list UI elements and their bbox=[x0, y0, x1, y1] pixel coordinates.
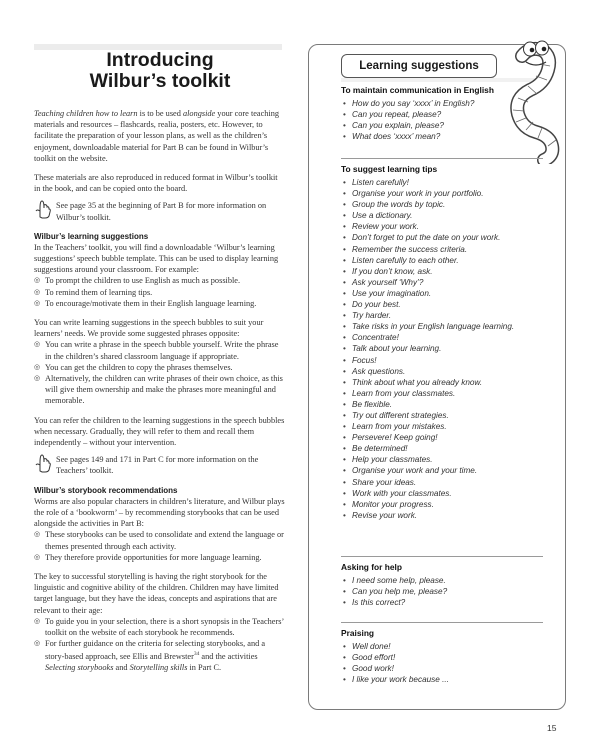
list-item: • Revise your work. bbox=[341, 510, 531, 521]
list-item: • Monitor your progress. bbox=[341, 499, 531, 510]
list-item: • Work with your classmates. bbox=[341, 488, 531, 499]
list-item: • Ask yourself ‘Why’? bbox=[341, 277, 531, 288]
bullet-icon: ◎ bbox=[34, 362, 41, 371]
section-heading: Asking for help bbox=[341, 562, 402, 572]
phrase-list bbox=[341, 177, 531, 521]
footnote-ref: 34 bbox=[193, 651, 200, 658]
list-item-text: and bbox=[113, 663, 130, 673]
title-line-1: Introducing bbox=[106, 49, 214, 71]
section-communication bbox=[341, 85, 531, 142]
list-item: • I like your work because ... bbox=[341, 674, 531, 685]
list-item-text: These storybooks can be used to consolidate and extend the language or themes presented through each activity. bbox=[45, 530, 284, 551]
list-item: • Can you repeat, please? bbox=[341, 109, 531, 120]
list-item: • Be determined! bbox=[341, 443, 531, 454]
list-item: • Good effort! bbox=[341, 652, 531, 663]
bullet-icon: ◎ bbox=[34, 287, 41, 296]
bullet-icon: ◎ bbox=[34, 552, 41, 561]
list-item: • Review your work. bbox=[341, 221, 531, 232]
section-heading: To suggest learning tips bbox=[341, 164, 438, 174]
purpose-list bbox=[34, 275, 286, 309]
writing-options-list bbox=[34, 339, 286, 406]
list-item: • Use a dictionary. bbox=[341, 210, 531, 221]
list-item bbox=[34, 275, 286, 286]
list-item: • Learn from your classmates. bbox=[341, 388, 531, 399]
list-item: • I need some help, please. bbox=[341, 575, 531, 586]
list-item: • Try harder. bbox=[341, 310, 531, 321]
list-item-text: For further guidance on the criteria for selecting storybooks, and a story-based approach, see Ellis and Brewster bbox=[45, 639, 266, 662]
list-item: • What does ‘xxxx’ mean? bbox=[341, 131, 531, 142]
activity-title: Storytelling skills bbox=[129, 663, 188, 673]
list-item: • Use your imagination. bbox=[341, 288, 531, 299]
list-item-text: Alternatively, the children can write phrases of their own choice, as this will give them ownership and make the phrases more meaningful and memorable. bbox=[45, 374, 283, 406]
note-part-c bbox=[34, 454, 286, 476]
bullet-icon: ◎ bbox=[34, 530, 41, 539]
list-item: • Is this correct? bbox=[341, 597, 531, 608]
list-item: • Think about what you already know. bbox=[341, 377, 531, 388]
left-column bbox=[34, 38, 286, 674]
section-heading: To maintain communication in English bbox=[341, 85, 494, 95]
list-item: • Organise your work in your portfolio. bbox=[341, 188, 531, 199]
list-item: • Focus! bbox=[341, 355, 531, 366]
bullet-icon: ◎ bbox=[34, 616, 41, 625]
list-item: • Organise your work and your time. bbox=[341, 465, 531, 476]
list-item: • Listen carefully! bbox=[341, 177, 531, 188]
list-item: • Can you explain, please? bbox=[341, 120, 531, 131]
list-item: • Be flexible. bbox=[341, 399, 531, 410]
activity-title: Selecting storybooks bbox=[45, 663, 114, 673]
bullet-icon: ◎ bbox=[34, 639, 41, 648]
note-part-c-text: See pages 149 and 171 in Part C for more information on the Teachers’ toolkit. bbox=[56, 455, 259, 476]
list-item: • Good work! bbox=[341, 663, 531, 674]
list-item bbox=[34, 638, 286, 673]
section-learning-tips bbox=[341, 164, 531, 521]
subheading-storybook: Wilbur’s storybook recommendations bbox=[34, 485, 178, 495]
list-item bbox=[34, 373, 286, 407]
list-item bbox=[34, 552, 286, 563]
phrase-list bbox=[341, 98, 531, 142]
bullet-icon: ◎ bbox=[34, 340, 41, 349]
list-item-text: They therefore provide opportunities for more language learning. bbox=[45, 552, 262, 562]
list-item bbox=[34, 529, 286, 551]
pointing-hand-icon bbox=[34, 453, 52, 473]
list-item-text: To encourage/motivate them in their English language learning. bbox=[45, 298, 257, 308]
list-item: • Help your classmates. bbox=[341, 454, 531, 465]
list-item-text: and the activities bbox=[199, 652, 258, 662]
subheading-learning-suggestions: Wilbur’s learning suggestions bbox=[34, 231, 149, 241]
page-number: 15 bbox=[547, 723, 557, 733]
storybook-uses-list bbox=[34, 529, 286, 563]
list-item bbox=[34, 287, 286, 298]
list-item bbox=[34, 362, 286, 373]
section-divider bbox=[341, 158, 543, 159]
list-item: • Don’t forget to put the date on your work. bbox=[341, 232, 531, 243]
list-item-text: To prompt the children to use English as much as possible. bbox=[45, 276, 241, 286]
bullet-icon: ◎ bbox=[34, 276, 41, 285]
pointing-hand-icon bbox=[34, 199, 52, 219]
section-praising bbox=[341, 628, 531, 685]
list-item: • Listen carefully to each other. bbox=[341, 255, 531, 266]
list-item: • How do you say ‘xxxx’ in English? bbox=[341, 98, 531, 109]
list-item: • Persevere! Keep going! bbox=[341, 432, 531, 443]
bullet-icon: ◎ bbox=[34, 298, 41, 307]
panel-title: Learning suggestions bbox=[341, 54, 497, 78]
list-item-text: To remind them of learning tips. bbox=[45, 287, 153, 297]
list-item: • If you don’t know, ask. bbox=[341, 266, 531, 277]
intro-mid: is to be used bbox=[137, 109, 183, 118]
list-item: • Take risks in your English language learning. bbox=[341, 321, 531, 332]
list-item: • Can you help me, please? bbox=[341, 586, 531, 597]
list-item: • Well done! bbox=[341, 641, 531, 652]
list-item-text: in Part C. bbox=[187, 663, 222, 673]
storytelling-paragraph: The key to successful storytelling is having the right storybook for the linguistic and cognitive ability of the children. Children may have limited target language, but they have the ideas, concepts and aspirations that are relevant to their age: bbox=[34, 571, 279, 615]
list-item bbox=[34, 616, 286, 638]
list-item: • Learn from your mistakes. bbox=[341, 421, 531, 432]
section-divider bbox=[341, 622, 543, 623]
note-part-b bbox=[34, 200, 286, 222]
list-item: • Share your ideas. bbox=[341, 477, 531, 488]
intro-italic-2: alongside bbox=[182, 109, 216, 118]
note-part-b-text: See page 35 at the beginning of Part B for more information on Wilbur’s toolkit. bbox=[56, 201, 267, 222]
write-suggestions-paragraph: You can write learning suggestions in the speech bubbles to suit your learners’ needs. We provide some suggested phrases opposite: bbox=[34, 318, 264, 339]
intro-paragraph bbox=[34, 108, 286, 164]
list-item: • Talk about your learning. bbox=[341, 343, 531, 354]
phrase-list bbox=[341, 575, 531, 608]
bookworm-paragraph: Worms are also popular characters in children’s literature, and Wilbur plays the role of a ‘bookworm’ – by recommending storybooks that can be used alongside the activities in Part B: bbox=[34, 496, 285, 529]
title-line-2: Wilbur’s toolkit bbox=[89, 70, 231, 92]
toolkit-paragraph: In the Teachers’ toolkit, you will find a downloadable ‘Wilbur’s learning suggestions’ speech bubble template. This can be used to display learning suggestions around your classroom. For example: bbox=[34, 242, 279, 275]
refer-children-paragraph: You can refer the children to the learning suggestions in the speech bubbles when necessary. Gradually, they will refer to them and recall them independently – without your intervention. bbox=[34, 415, 285, 448]
guidance-list bbox=[34, 616, 286, 674]
phrase-list bbox=[341, 641, 531, 685]
reduced-format-paragraph: These materials are also reproduced in reduced format in Wilbur’s toolkit in the book, and can be copied onto the board. bbox=[34, 173, 278, 194]
list-item: • Group the words by topic. bbox=[341, 199, 531, 210]
list-item: • Do your best. bbox=[341, 299, 531, 310]
intro-rest: your core teaching materials and resources – flashcards, realia, posters, etc. However, to facilitate the preparation of your lesson plans, as well as the children’s enjoyment, downloadable material for Part B can be found in Wilbur’s toolkit on the website. bbox=[34, 109, 280, 163]
list-item-text: You can write a phrase in the speech bubble yourself. Write the phrase in the children’s shared classroom language if appropriate. bbox=[45, 340, 279, 361]
list-item: • Ask questions. bbox=[341, 366, 531, 377]
bullet-icon: ◎ bbox=[34, 374, 41, 383]
list-item bbox=[34, 339, 286, 361]
intro-italic-1: Teaching children how to learn bbox=[34, 109, 138, 118]
page-title bbox=[34, 38, 286, 92]
section-asking-help bbox=[341, 562, 531, 608]
section-heading: Praising bbox=[341, 628, 375, 638]
list-item: • Try out different strategies. bbox=[341, 410, 531, 421]
list-item-text: You can get the children to copy the phrases themselves. bbox=[45, 362, 233, 372]
section-divider bbox=[341, 556, 543, 557]
list-item: • Concentrate! bbox=[341, 332, 531, 343]
list-item-text: To guide you in your selection, there is a short synopsis in the Teachers’ toolkit on the website of each storybook he recommends. bbox=[45, 616, 284, 637]
list-item bbox=[34, 298, 286, 309]
list-item: • Remember the success criteria. bbox=[341, 244, 531, 255]
